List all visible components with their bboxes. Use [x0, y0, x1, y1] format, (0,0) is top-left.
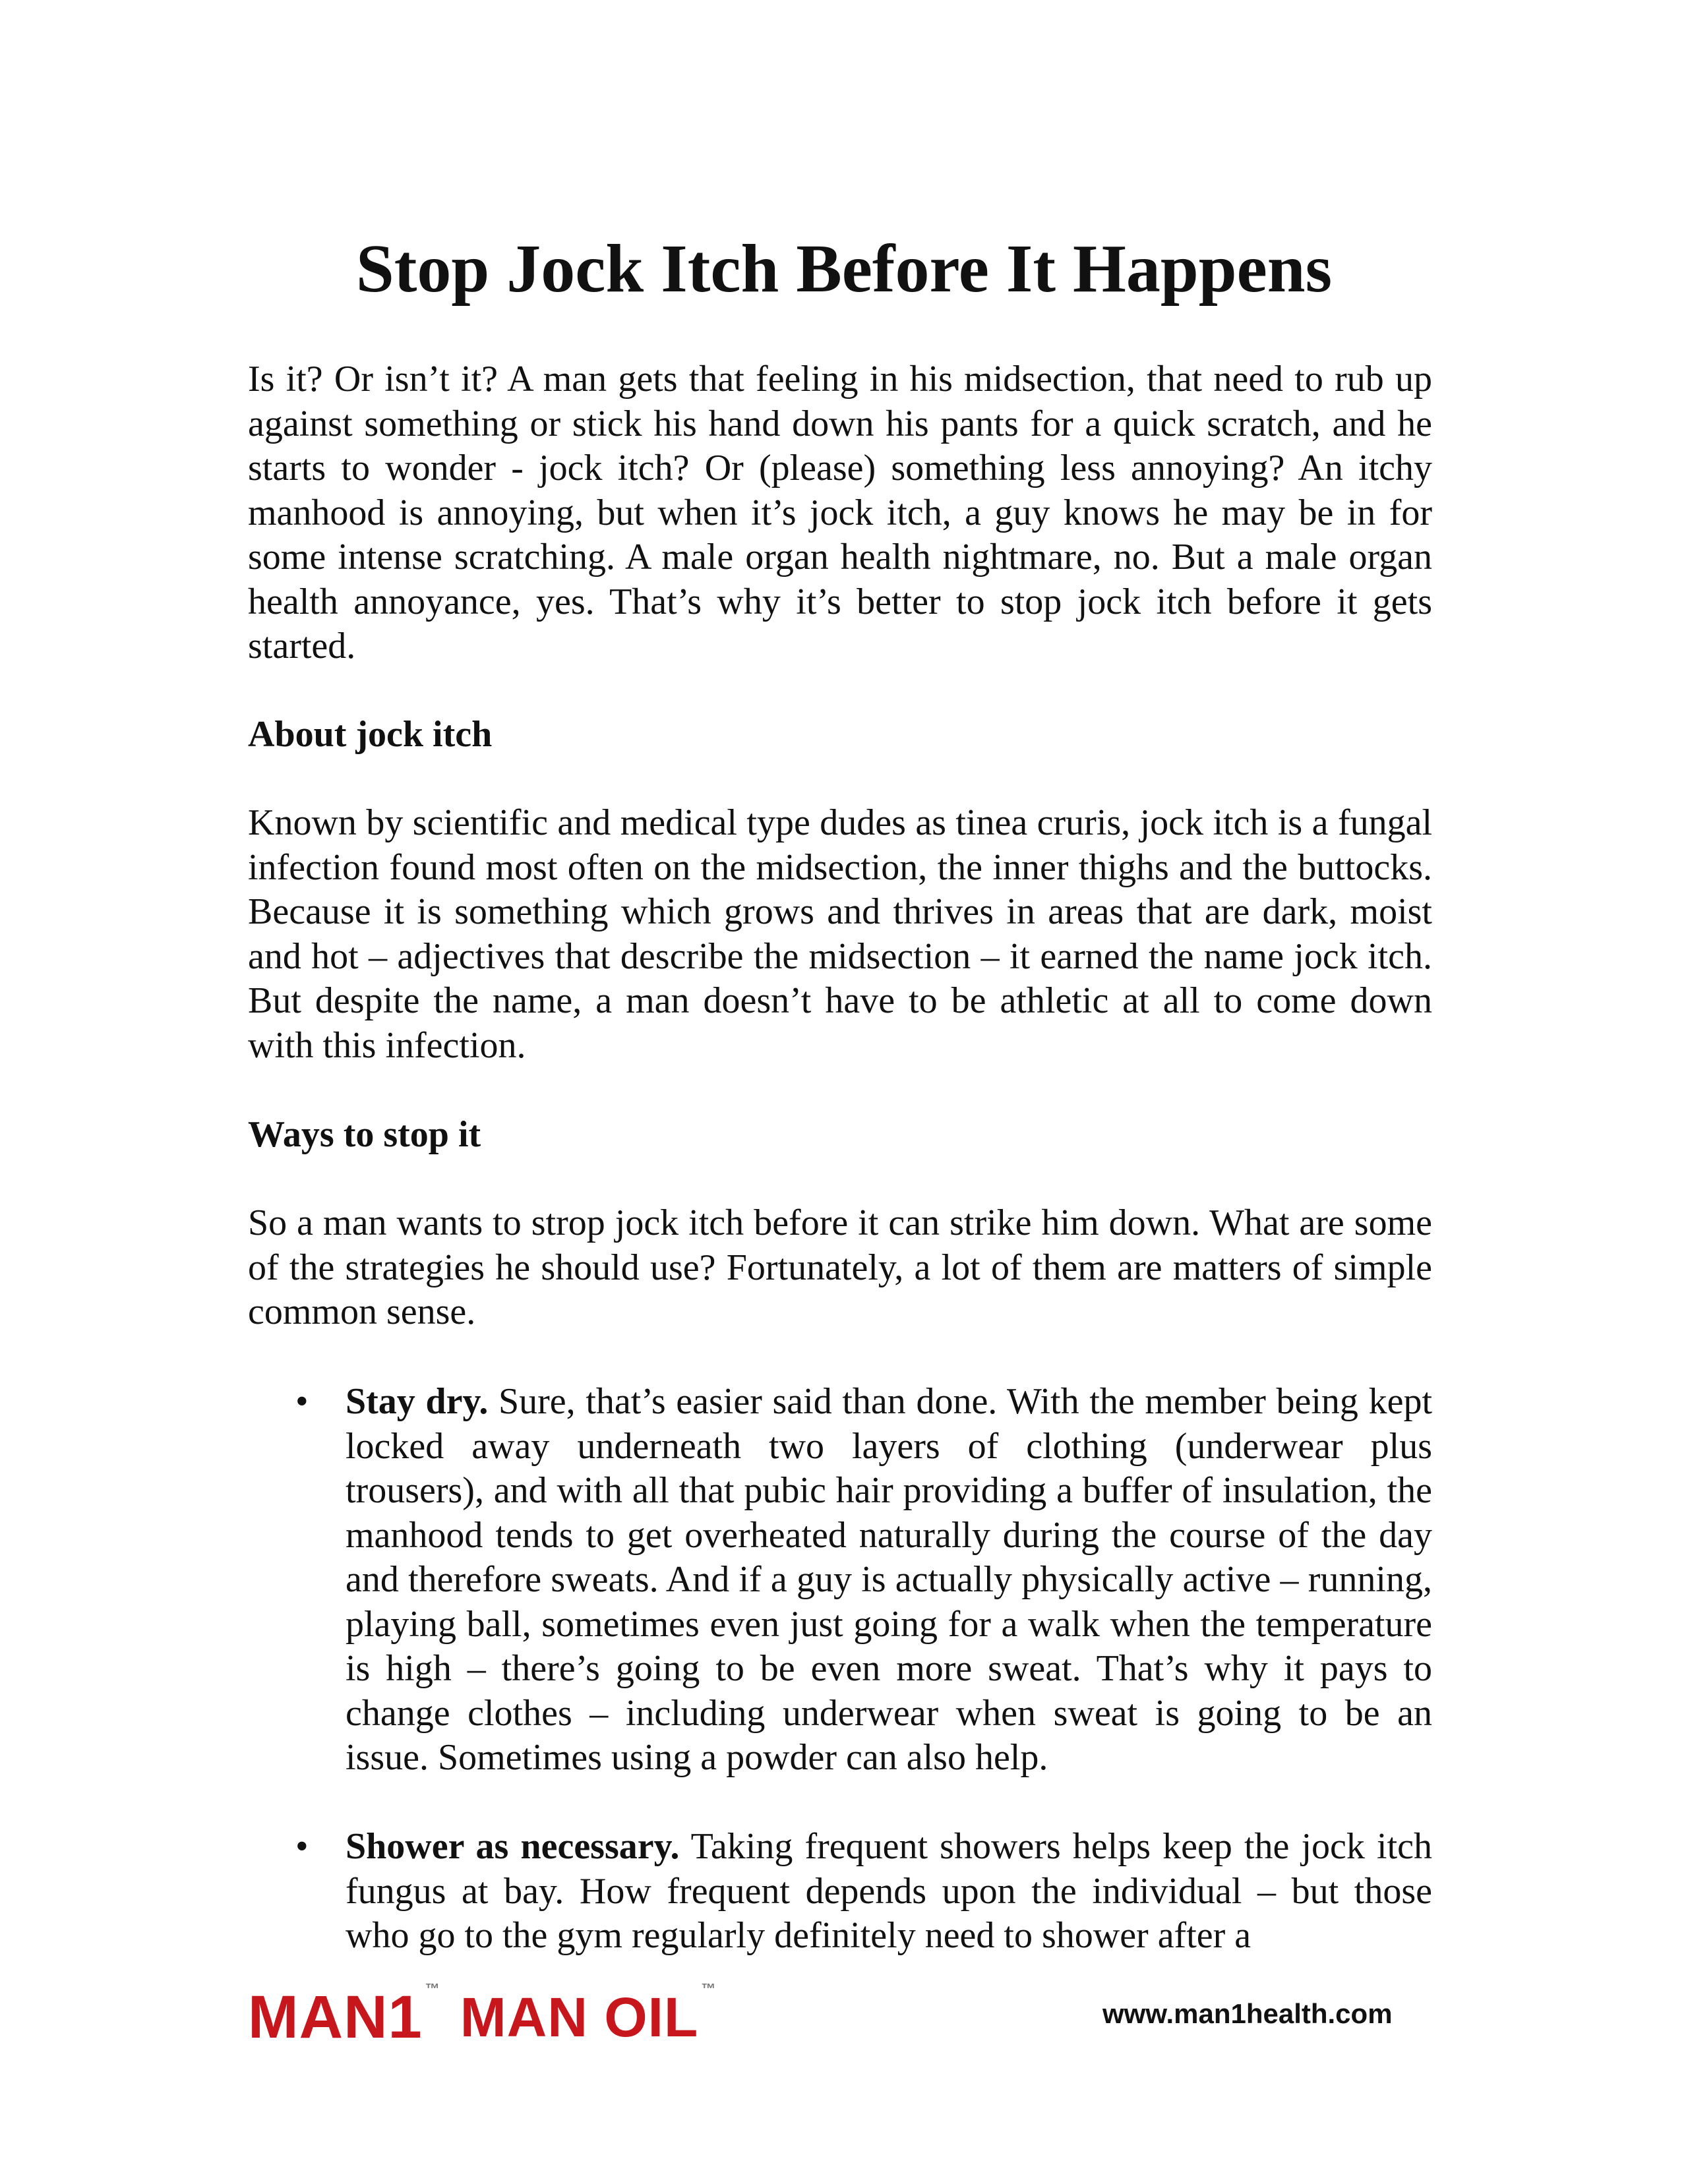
bullet-body: Taking frequent showers helps keep the jock itch fungus at bay. How frequent depends upon the individual – but those who go to the gym regularly definitely need to shower after a	[346, 1826, 1432, 1956]
ways-paragraph	[248, 1201, 1432, 1335]
section-heading-about: About jock itch	[248, 714, 493, 755]
bullet-marker: •	[295, 1381, 309, 1422]
logo-trademark: ™	[425, 1980, 440, 1997]
man1-logo	[248, 1971, 716, 2050]
page-footer	[0, 1971, 1688, 2070]
logo-trademark-2: ™	[701, 1980, 717, 1997]
section-heading-ways: Ways to stop it	[248, 1114, 481, 1155]
bullet-marker: •	[295, 1826, 309, 1867]
logo-man1-text: MAN1	[248, 1984, 423, 2051]
bullet-lead: Shower as necessary.	[346, 1826, 680, 1867]
intro-paragraph	[248, 357, 1432, 669]
about-text: Known by scientific and medical type dudes as tinea cruris, jock itch is a fungal infection found most often on the midsection, the inner thighs and the buttocks. Because it is something which grows and thrives in areas that are dark, moist and hot – adjectives that describe the midsection – it earned the name jock itch. But despite the name, a man doesn’t have to be athletic at all to come down with this infection.	[248, 802, 1432, 1066]
bullet-text	[346, 1380, 1432, 1781]
bullet-lead: Stay dry.	[346, 1381, 489, 1422]
logo-man-oil-text: MAN OIL	[460, 1986, 699, 2048]
page-title: Stop Jock Itch Before It Happens	[355, 231, 1333, 307]
intro-text: Is it? Or isn’t it? A man gets that feeling in his midsection, that need to rub up against something or stick his hand down his pants for a quick scratch, and he starts to wonder - jock itch? Or (please) something less annoying? An itchy manhood is annoying, but when it’s jock itch, a guy knows he may be in for some intense scratching. A male organ health nightmare, no. But a male organ health annoyance, yes. That’s why it’s better to stop jock itch before it gets started.	[248, 359, 1432, 666]
website-link[interactable]: www.man1health.com	[1102, 1998, 1393, 2029]
ways-text: So a man wants to strop jock itch before it can strike him down. What are some of the strategies he should use? Fortunately, a lot of them are matters of simple common sense.	[248, 1202, 1432, 1332]
bullet-text	[346, 1825, 1432, 1959]
bullet-body: Sure, that’s easier said than done. With the member being kept locked away underneath two layers of clothing (underwear plus trousers), and with all that pubic hair providing a buffer of insulation, the manhood tends to get overheated naturally during the course of the day and therefore sweats. And if a guy is actually physically active – running, playing ball, sometimes even just going for a walk when the temperature is high – there’s going to be even more sweat. That’s why it pays to change clothes – including underwear when sweat is going to be an issue. Sometimes using a powder can also help.	[346, 1381, 1433, 1778]
about-paragraph	[248, 801, 1432, 1068]
